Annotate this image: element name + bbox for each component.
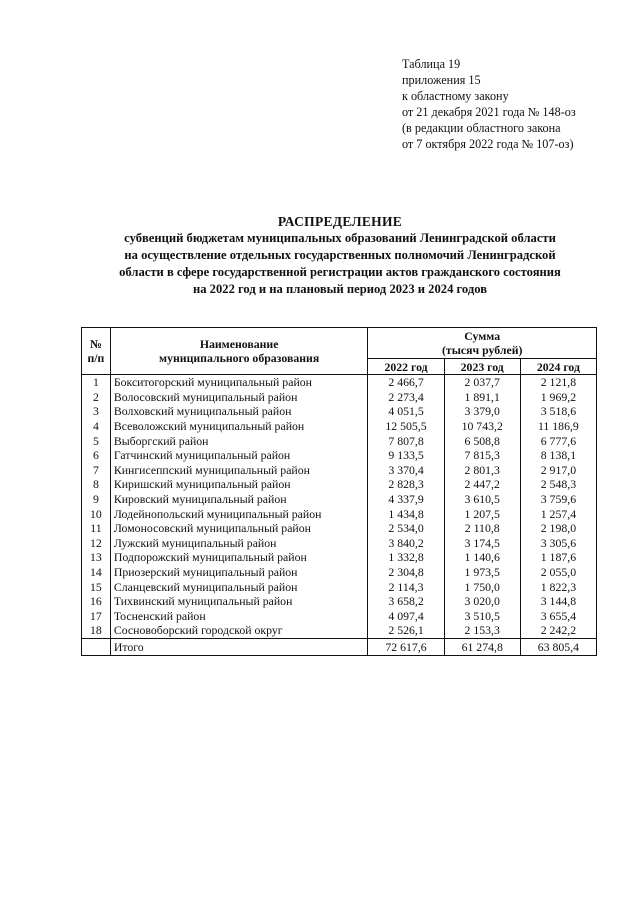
row-value-2022: 4 097,4 xyxy=(368,609,444,624)
row-name: Тосненский район xyxy=(110,609,368,624)
row-value-2024: 2 242,2 xyxy=(520,623,596,638)
row-name: Кировский муниципальный район xyxy=(110,492,368,507)
row-value-2022: 2 526,1 xyxy=(368,623,444,638)
row-value-2023: 3 174,5 xyxy=(444,536,520,551)
table-row xyxy=(82,375,597,390)
total-2023: 61 274,8 xyxy=(444,638,520,655)
title-line: области в сфере государственной регистрации актов гражданского состояния xyxy=(119,265,561,279)
row-value-2024: 8 138,1 xyxy=(520,448,596,463)
row-value-2024: 6 777,6 xyxy=(520,433,596,448)
row-number: 13 xyxy=(82,550,111,565)
table-row xyxy=(82,623,597,638)
title-heading: РАСПРЕДЕЛЕНИЕ xyxy=(277,214,403,229)
row-value-2024: 11 186,9 xyxy=(520,419,596,434)
row-name: Волховский муниципальный район xyxy=(110,404,368,419)
row-number: 4 xyxy=(82,419,111,434)
row-value-2023: 7 815,3 xyxy=(444,448,520,463)
row-value-2022: 4 051,5 xyxy=(368,404,444,419)
row-number: 1 xyxy=(82,375,111,390)
title-line: на осуществление отдельных государственных полномочий Ленинградской xyxy=(124,248,556,262)
appendix-note xyxy=(402,56,576,152)
row-value-2023: 2 110,8 xyxy=(444,521,520,536)
row-value-2023: 3 020,0 xyxy=(444,594,520,609)
row-value-2024: 3 518,6 xyxy=(520,404,596,419)
row-value-2023: 3 379,0 xyxy=(444,404,520,419)
header-year: 2022 год xyxy=(368,359,444,375)
row-value-2022: 7 807,8 xyxy=(368,433,444,448)
note-line: (в редакции областного закона xyxy=(402,121,561,135)
row-value-2022: 12 505,5 xyxy=(368,419,444,434)
total-label: Итого xyxy=(110,638,368,655)
table-row xyxy=(82,463,597,478)
row-name: Подпорожский муниципальный район xyxy=(110,550,368,565)
row-number: 2 xyxy=(82,390,111,405)
row-value-2023: 1 140,6 xyxy=(444,550,520,565)
note-line: к областному закону xyxy=(402,89,509,103)
header-year: 2023 год xyxy=(444,359,520,375)
row-value-2024: 3 759,6 xyxy=(520,492,596,507)
row-number: 11 xyxy=(82,521,111,536)
total-2022: 72 617,6 xyxy=(368,638,444,655)
row-value-2022: 2 828,3 xyxy=(368,477,444,492)
row-value-2022: 3 370,4 xyxy=(368,463,444,478)
row-number: 14 xyxy=(82,565,111,580)
table-row xyxy=(82,565,597,580)
row-value-2023: 2 801,3 xyxy=(444,463,520,478)
row-value-2024: 1 187,6 xyxy=(520,550,596,565)
row-name: Лужский муниципальный район xyxy=(110,536,368,551)
row-number: 10 xyxy=(82,506,111,521)
total-row xyxy=(82,638,597,655)
row-value-2022: 2 114,3 xyxy=(368,579,444,594)
row-name: Кингисеппский муниципальный район xyxy=(110,463,368,478)
table-row xyxy=(82,492,597,507)
row-value-2024: 1 822,3 xyxy=(520,579,596,594)
header-sum: Сумма (тысяч рублей) xyxy=(368,328,597,359)
row-value-2022: 2 304,8 xyxy=(368,565,444,580)
row-value-2023: 2 447,2 xyxy=(444,477,520,492)
row-value-2024: 2 055,0 xyxy=(520,565,596,580)
row-name: Бокситогорский муниципальный район xyxy=(110,375,368,390)
table-row xyxy=(82,521,597,536)
table-row xyxy=(82,477,597,492)
distribution-table xyxy=(81,327,597,656)
row-number: 18 xyxy=(82,623,111,638)
row-value-2023: 1 207,5 xyxy=(444,506,520,521)
table-row xyxy=(82,390,597,405)
row-value-2024: 3 144,8 xyxy=(520,594,596,609)
row-value-2023: 1 973,5 xyxy=(444,565,520,580)
row-value-2023: 2 037,7 xyxy=(444,375,520,390)
row-name: Ломоносовский муниципальный район xyxy=(110,521,368,536)
row-value-2024: 1 257,4 xyxy=(520,506,596,521)
header-name: Наименование муниципального образования xyxy=(110,328,368,375)
row-value-2022: 2 273,4 xyxy=(368,390,444,405)
row-value-2023: 3 510,5 xyxy=(444,609,520,624)
row-name: Сланцевский муниципальный район xyxy=(110,579,368,594)
row-name: Гатчинский муниципальный район xyxy=(110,448,368,463)
table-row xyxy=(82,609,597,624)
document-title xyxy=(60,213,620,298)
row-value-2022: 3 658,2 xyxy=(368,594,444,609)
title-line: на 2022 год и на плановый период 2023 и 2024 годов xyxy=(192,282,488,296)
row-value-2022: 1 332,8 xyxy=(368,550,444,565)
table-row xyxy=(82,506,597,521)
row-value-2022: 1 434,8 xyxy=(368,506,444,521)
row-number: 5 xyxy=(82,433,111,448)
table-row xyxy=(82,448,597,463)
row-name: Волосовский муниципальный район xyxy=(110,390,368,405)
note-line: Таблица 19 xyxy=(402,57,461,71)
row-number: 12 xyxy=(82,536,111,551)
row-number: 17 xyxy=(82,609,111,624)
note-line: от 7 октября 2022 года № 107-оз) xyxy=(402,137,574,151)
table-row xyxy=(82,594,597,609)
header-num: № п/п xyxy=(82,328,111,375)
row-value-2023: 6 508,8 xyxy=(444,433,520,448)
title-line: субвенций бюджетам муниципальных образований Ленинградской области xyxy=(124,231,556,245)
row-value-2023: 10 743,2 xyxy=(444,419,520,434)
row-name: Лодейнопольский муниципальный район xyxy=(110,506,368,521)
row-name: Выборгский район xyxy=(110,433,368,448)
row-number: 3 xyxy=(82,404,111,419)
row-name: Всеволожский муниципальный район xyxy=(110,419,368,434)
row-number: 7 xyxy=(82,463,111,478)
row-value-2024: 2 121,8 xyxy=(520,375,596,390)
row-name: Приозерский муниципальный район xyxy=(110,565,368,580)
row-number: 9 xyxy=(82,492,111,507)
row-value-2022: 3 840,2 xyxy=(368,536,444,551)
row-value-2023: 1 891,1 xyxy=(444,390,520,405)
row-value-2023: 3 610,5 xyxy=(444,492,520,507)
header-year: 2024 год xyxy=(520,359,596,375)
total-2024: 63 805,4 xyxy=(520,638,596,655)
table-row xyxy=(82,550,597,565)
note-line: от 21 декабря 2021 года № 148-оз xyxy=(402,105,576,119)
row-value-2022: 2 466,7 xyxy=(368,375,444,390)
row-value-2024: 2 198,0 xyxy=(520,521,596,536)
table-row xyxy=(82,536,597,551)
row-value-2023: 2 153,3 xyxy=(444,623,520,638)
row-name: Тихвинский муниципальный район xyxy=(110,594,368,609)
row-value-2024: 1 969,2 xyxy=(520,390,596,405)
row-number: 8 xyxy=(82,477,111,492)
table-row xyxy=(82,579,597,594)
row-value-2024: 2 917,0 xyxy=(520,463,596,478)
row-value-2022: 9 133,5 xyxy=(368,448,444,463)
row-value-2024: 2 548,3 xyxy=(520,477,596,492)
row-value-2024: 3 305,6 xyxy=(520,536,596,551)
row-value-2024: 3 655,4 xyxy=(520,609,596,624)
table-row xyxy=(82,404,597,419)
row-value-2023: 1 750,0 xyxy=(444,579,520,594)
row-number: 6 xyxy=(82,448,111,463)
note-line: приложения 15 xyxy=(402,73,481,87)
row-value-2022: 2 534,0 xyxy=(368,521,444,536)
row-value-2022: 4 337,9 xyxy=(368,492,444,507)
table-row xyxy=(82,419,597,434)
row-name: Сосновоборский городской округ xyxy=(110,623,368,638)
table-row xyxy=(82,433,597,448)
row-name: Киришский муниципальный район xyxy=(110,477,368,492)
row-number: 16 xyxy=(82,594,111,609)
row-number: 15 xyxy=(82,579,111,594)
